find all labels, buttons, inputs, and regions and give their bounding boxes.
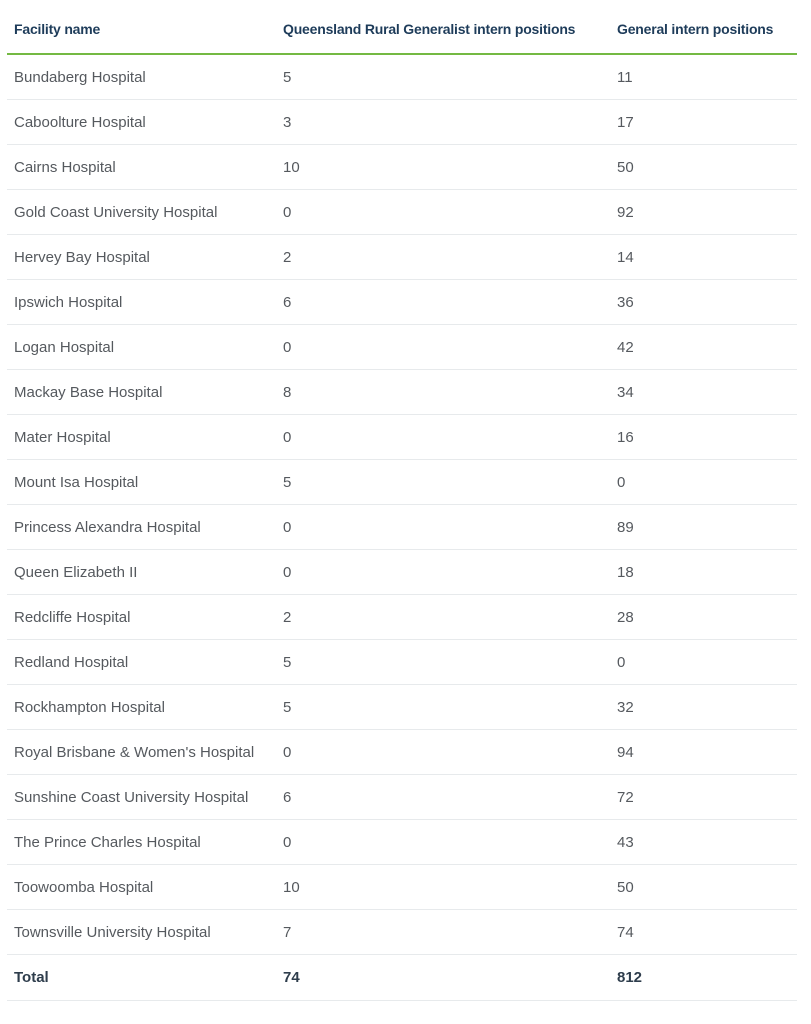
facility-name-cell: Gold Coast University Hospital [7,190,276,235]
general-positions-cell: 32 [610,685,797,730]
table-row [7,640,797,685]
general-positions-cell: 11 [610,54,797,100]
table-row [7,910,797,955]
general-positions-cell: 72 [610,775,797,820]
qrg-positions-cell: 5 [276,54,610,100]
intern-positions-table [7,0,797,1001]
qrg-positions-cell: 5 [276,460,610,505]
general-positions-cell: 18 [610,550,797,595]
column-header-qrg-intern-positions: Queensland Rural Generalist intern positions [276,0,610,54]
facility-name-cell: Townsville University Hospital [7,910,276,955]
facility-name-cell: Rockhampton Hospital [7,685,276,730]
facility-name-cell: Toowoomba Hospital [7,865,276,910]
facility-name-cell: Ipswich Hospital [7,280,276,325]
facility-name-cell: Redland Hospital [7,640,276,685]
qrg-positions-cell: 0 [276,325,610,370]
general-positions-cell: 28 [610,595,797,640]
general-positions-cell: 92 [610,190,797,235]
qrg-positions-cell: 0 [276,190,610,235]
table-row [7,775,797,820]
table-row [7,235,797,280]
facility-name-cell: Logan Hospital [7,325,276,370]
general-positions-cell: 34 [610,370,797,415]
general-positions-cell: 14 [610,235,797,280]
total-label-cell: Total [7,955,276,1001]
table-row [7,460,797,505]
facility-name-cell: Royal Brisbane & Women's Hospital [7,730,276,775]
table-row [7,865,797,910]
header-row [7,0,797,54]
qrg-positions-cell: 10 [276,865,610,910]
facility-name-cell: Hervey Bay Hospital [7,235,276,280]
table-row [7,685,797,730]
table-row [7,550,797,595]
table-row [7,325,797,370]
facility-name-cell: Sunshine Coast University Hospital [7,775,276,820]
general-positions-cell: 50 [610,865,797,910]
table-row [7,190,797,235]
general-positions-cell: 74 [610,910,797,955]
table-row [7,145,797,190]
total-qrg-positions-cell: 74 [276,955,610,1001]
table-row [7,820,797,865]
column-header-facility-name: Facility name [7,0,276,54]
qrg-positions-cell: 0 [276,550,610,595]
qrg-positions-cell: 0 [276,505,610,550]
facility-name-cell: The Prince Charles Hospital [7,820,276,865]
table-row [7,54,797,100]
facility-name-cell: Caboolture Hospital [7,100,276,145]
table-row [7,415,797,460]
facility-name-cell: Mater Hospital [7,415,276,460]
facility-name-cell: Queen Elizabeth II [7,550,276,595]
general-positions-cell: 94 [610,730,797,775]
table-body [7,54,797,955]
table-row [7,370,797,415]
facility-name-cell: Mackay Base Hospital [7,370,276,415]
table-row [7,505,797,550]
general-positions-cell: 36 [610,280,797,325]
general-positions-cell: 0 [610,460,797,505]
table-row [7,730,797,775]
qrg-positions-cell: 8 [276,370,610,415]
total-row [7,955,797,1001]
qrg-positions-cell: 2 [276,595,610,640]
qrg-positions-cell: 0 [276,820,610,865]
facility-name-cell: Bundaberg Hospital [7,54,276,100]
general-positions-cell: 17 [610,100,797,145]
qrg-positions-cell: 0 [276,730,610,775]
qrg-positions-cell: 5 [276,685,610,730]
qrg-positions-cell: 10 [276,145,610,190]
table-header [7,0,797,54]
general-positions-cell: 0 [610,640,797,685]
table-row [7,595,797,640]
facility-name-cell: Mount Isa Hospital [7,460,276,505]
facility-name-cell: Redcliffe Hospital [7,595,276,640]
table-row [7,100,797,145]
total-general-positions-cell: 812 [610,955,797,1001]
facility-name-cell: Cairns Hospital [7,145,276,190]
general-positions-cell: 43 [610,820,797,865]
general-positions-cell: 16 [610,415,797,460]
facility-name-cell: Princess Alexandra Hospital [7,505,276,550]
general-positions-cell: 89 [610,505,797,550]
qrg-positions-cell: 3 [276,100,610,145]
qrg-positions-cell: 0 [276,415,610,460]
table-footer [7,955,797,1001]
qrg-positions-cell: 2 [276,235,610,280]
qrg-positions-cell: 6 [276,775,610,820]
qrg-positions-cell: 5 [276,640,610,685]
general-positions-cell: 42 [610,325,797,370]
qrg-positions-cell: 7 [276,910,610,955]
column-header-general-intern-positions: General intern positions [610,0,797,54]
general-positions-cell: 50 [610,145,797,190]
table-row [7,280,797,325]
qrg-positions-cell: 6 [276,280,610,325]
